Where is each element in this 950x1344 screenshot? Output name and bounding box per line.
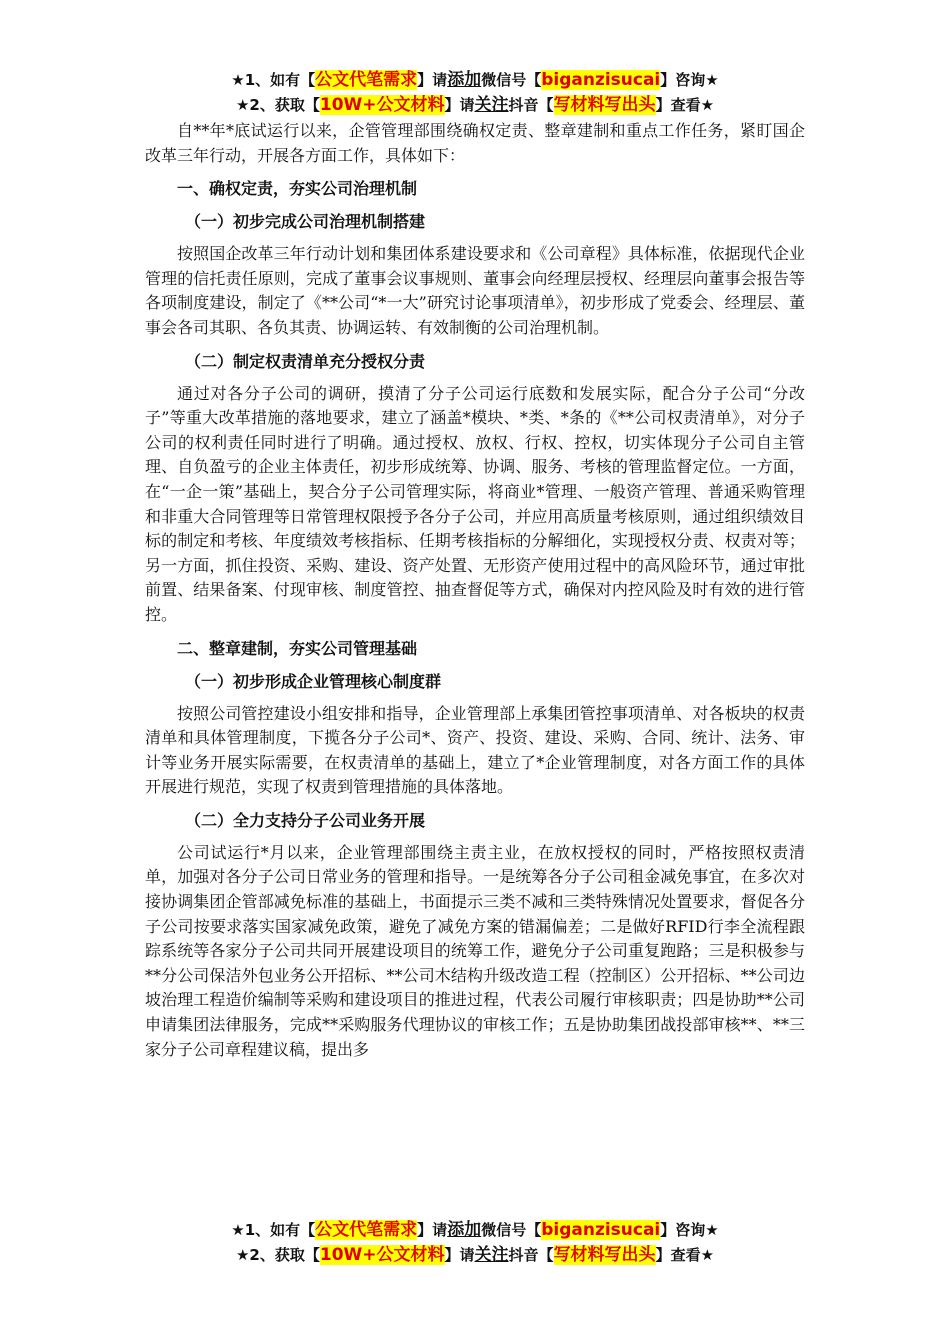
ad-text: 抖音【	[508, 96, 554, 114]
ad-text: 】咨询★	[660, 71, 719, 89]
ad-highlight-douyin: 写材料写出头	[553, 1245, 656, 1265]
ad-text: 】咨询★	[660, 1221, 719, 1239]
ad-text: 】请	[417, 71, 448, 89]
ad-underline: 添加	[447, 1220, 482, 1240]
ad-highlight-wechat: biganzisucai	[541, 1220, 661, 1240]
section-1-2-heading: （二）制定权责清单充分授权分责	[185, 351, 426, 371]
ad-text: ★2、获取【	[235, 1246, 320, 1264]
ad-highlight: 公文代笔需求	[315, 70, 418, 90]
ad-text: 微信号【	[481, 71, 542, 89]
section-1-1-paragraph: 按照国企改革三年行动计划和集团体系建设要求和《公司章程》具体标准，依据现代企业管理的信托责任原则，完成了董事会议事规则、董事会向经理层授权、经理层向董事会报告等各项制度建设，制定了《**公司“*一大”研究讨论事项清单》，初步形成了党委会、经理层、董事会各司其职、各负其责、协调运转、有效制衡的公司治理机制。	[145, 244, 805, 337]
document-body	[145, 119, 805, 1068]
ad-banner-top-1	[0, 68, 950, 92]
section-2-2-paragraph: 公司试运行*月以来，企业管理部围绕主责主业，在放权授权的同时，严格按照权责清单，加强对各分子公司日常业务的管理和指导。一是统筹各分子公司租金减免事宜，在多次对接协调集团企管部减免标准的基础上，书面提示三类不减和三类特殊情况处置要求，督促各分子公司按要求落实国家减免政策，避免了减免方案的错漏偏差；二是做好RFID行李全流程跟踪系统等各家分子公司共同开展建设项目的统筹工作，避免分子公司重复跑路；三是积极参与**分公司保洁外包业务公开招标、**公司木结构升级改造工程（控制区）公开招标、**公司边坡治理工程造价编制等采购和建设项目的推进过程，代表公司履行审核职责；四是协助**公司申请集团法律服务，完成**采购服务代理协议的审核工作；五是协助集团战投部审核**、**三家分子公司章程建议稿，提出多	[145, 842, 805, 1059]
section-2-heading: 二、整章建制，夯实公司管理基础	[177, 638, 418, 658]
section-1-1-heading: （一）初步完成公司治理机制搭建	[185, 212, 426, 232]
intro-paragraph: 自**年*底试运行以来，企管管理部围绕确权定责、整章建制和重点工作任务，紧盯国企改革三年行动，开展各方面工作，具体如下：	[145, 121, 805, 165]
ad-text: 】请	[417, 1221, 448, 1239]
ad-underline: 添加	[447, 70, 482, 90]
ad-text: 微信号【	[481, 1221, 542, 1239]
ad-text: 抖音【	[508, 1246, 554, 1264]
ad-text: 】请	[444, 1246, 475, 1264]
ad-underline: 关注	[474, 1245, 509, 1265]
section-2-1-paragraph: 按照公司管控建设小组安排和指导，企业管理部上承集团管控事项清单、对各板块的权责清单和具体管理制度，下揽各分子公司*、资产、投资、建设、采购、合同、统计、法务、审计等业务开展实际需要，在权责清单的基础上，建立了*企业管理制度，对各方面工作的具体开展进行规范，实现了权责到管理措施的具体落地。	[145, 703, 805, 797]
ad-text: 】请	[444, 96, 475, 114]
ad-banner-top-2	[0, 93, 950, 117]
ad-text: ★2、获取【	[235, 96, 320, 114]
ad-underline: 关注	[474, 95, 509, 115]
section-1-heading: 一、确权定责，夯实公司治理机制	[177, 179, 418, 199]
section-1-2-paragraph: 通过对各分子公司的调研，摸清了分子公司运行底数和发展实际，配合分子公司“分改子”等重大改革措施的落地要求，建立了涵盖*模块、*类、*条的《**公司权责清单》，对分子公司的权利责任同时进行了明确。通过授权、放权、行权、控权，切实体现分子公司自主管理、自负盈亏的企业主体责任，初步形成统筹、协调、服务、考核的管理监督定位。一方面，在“一企一策”基础上，契合分子公司管理实际，将商业*管理、一般资产管理、普通采购管理和非重大合同管理等日常管理权限授予各分子公司，并应用高质量考核原则，通过组织绩效目标的制定和考核、年度绩效考核指标、任期考核指标的分解细化，实现授权分责、权责对等；另一方面，抓住投资、采购、建设、资产处置、无形资产使用过程中的高风险环节，通过审批前置、结果备案、付现审核、制度管控、抽查督促等方式，确保对内控风险及时有效的进行管控。	[145, 383, 805, 624]
ad-highlight-wechat: biganzisucai	[541, 70, 661, 90]
ad-highlight-douyin: 写材料写出头	[553, 95, 656, 115]
ad-highlight: 公文代笔需求	[315, 1220, 418, 1240]
ad-banner-bottom-1	[0, 1218, 950, 1242]
ad-text: 】查看★	[655, 96, 715, 114]
ad-highlight: 10W+公文材料	[319, 1245, 445, 1265]
ad-highlight: 10W+公文材料	[319, 95, 445, 115]
section-2-1-heading: （一）初步形成企业管理核心制度群	[185, 671, 442, 691]
ad-banner-bottom-2	[0, 1243, 950, 1267]
ad-text: 】查看★	[655, 1246, 715, 1264]
ad-text: ★1、如有【	[231, 71, 316, 89]
ad-text: ★1、如有【	[231, 1221, 316, 1239]
section-2-2-heading: （二）全力支持分子公司业务开展	[185, 810, 426, 830]
